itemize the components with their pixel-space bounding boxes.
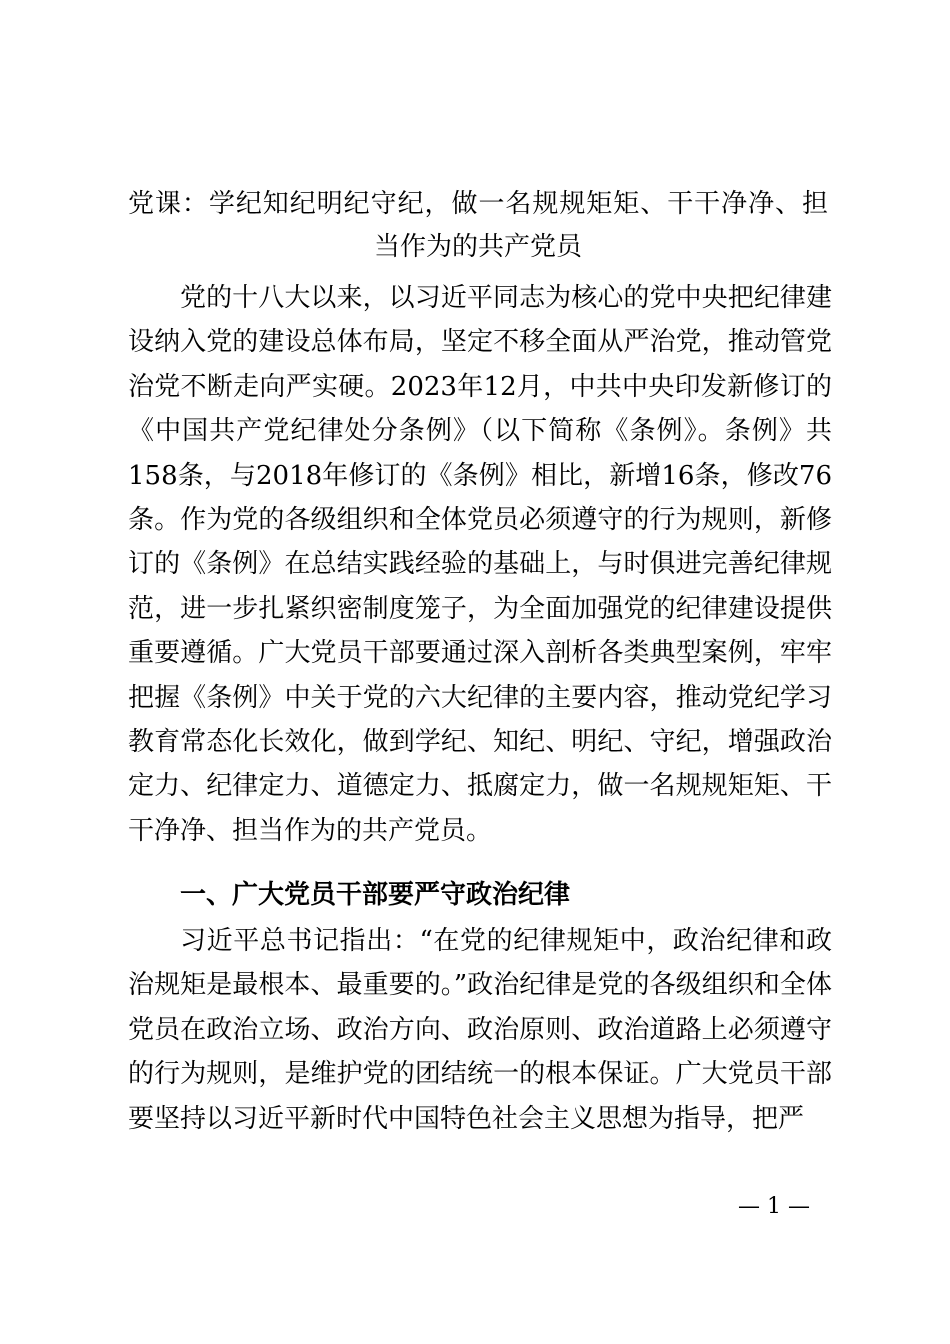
section-paragraph: 习近平总书记指出：“在党的纪律规矩中，政治纪律和政治规矩是最根本、最重要的。”政治纪律是党的各级组织和全体党员在政治立场、政治方向、政治原则、政治道路上必须遵守的行为规则，是维护党的团结统一的根本保证。广大党员干部要坚持以习近平新时代中国特色社会主义思想为指导，把严 — [128, 926, 832, 1134]
intro-paragraph: 党的十八大以来，以习近平同志为核心的党中央把纪律建设纳入党的建设总体布局，坚定不移全面从严治党，推动管党治党不断走向严实硬。2023年12月，中共中央印发新修订的《中国共产党纪律处分条例》（以下简称《条例》。条例》共158条，与2018年修订的《条例》相比，新增16条，修改76条。作为党的各级组织和全体党员必须遵守的行为规则，新修订的《条例》在总结实践经验的基础上，与时俱进完善纪律规范，进一步扎紧织密制度笼子，为全面加强党的纪律建设提供重要遵循。广大党员干部要通过深入剖析各类典型案例，牢牢把握《条例》中关于党的六大纪律的主要内容，推动党纪学习教育常态化长效化，做到学纪、知纪、明纪、守纪，增强政治定力、纪律定力、道德定力、抵腐定力，做一名规规矩矩、干干净净、担当作为的共产党员。 — [128, 283, 832, 846]
page-number: — 1 — — [738, 1194, 810, 1219]
section-heading: 一、广大党员干部要严守政治纪律 — [180, 880, 571, 910]
document-title: 党课：学纪知纪明纪守纪，做一名规规矩矩、干干净净、担当作为的共产党员 — [128, 189, 828, 262]
